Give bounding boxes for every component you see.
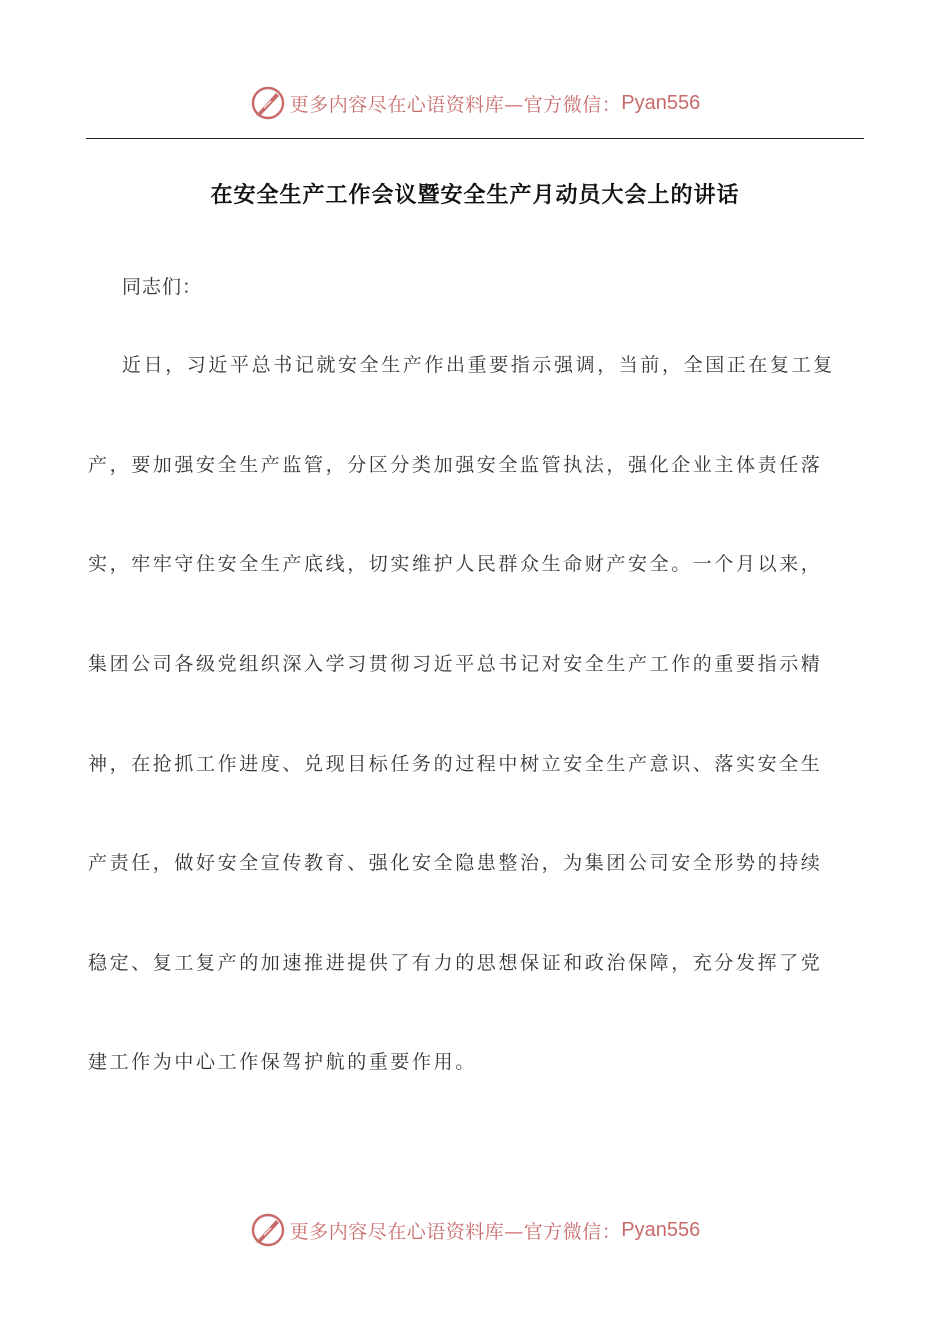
body-line-3: 实，牢牢守住安全生产底线，切实维护人民群众生命财产安全。一个月以来， (88, 553, 823, 575)
header-divider (86, 138, 864, 139)
document-title: 在安全生产工作会议暨安全生产月动员大会上的讲话 (210, 183, 740, 208)
footer-brand-text: 更多内容尽在心语资料库—官方微信： (289, 1220, 622, 1243)
salutation: 同志们： (122, 276, 203, 298)
body-line-7: 稳定、复工复产的加速推进提供了有力的思想保证和政治保障，充分发挥了党 (88, 952, 823, 974)
header-brand-handle: Pyan556 (621, 91, 701, 114)
footer-brand-handle: Pyan556 (621, 1218, 701, 1241)
body-line-1: 近日，习近平总书记就安全生产作出重要指示强调，当前，全国正在复工复 (122, 354, 835, 376)
header-brand (0, 83, 950, 123)
quill-logo-icon (250, 85, 286, 121)
header-brand-text: 更多内容尽在心语资料库—官方微信： (289, 93, 622, 116)
body-line-4: 集团公司各级党组织深入学习贯彻习近平总书记对安全生产工作的重要指示精 (88, 653, 823, 675)
body-line-8: 建工作为中心工作保驾护航的重要作用。 (88, 1051, 477, 1073)
body-line-6: 产责任，做好安全宣传教育、强化安全隐患整治，为集团公司安全形势的持续 (88, 852, 823, 874)
footer-brand (0, 1210, 950, 1250)
quill-logo-icon (250, 1212, 286, 1248)
body-line-2: 产，要加强安全生产监管，分区分类加强安全监管执法，强化企业主体责任落 (88, 454, 823, 476)
body-line-5: 神，在抢抓工作进度、兑现目标任务的过程中树立安全生产意识、落实安全生 (88, 753, 823, 775)
